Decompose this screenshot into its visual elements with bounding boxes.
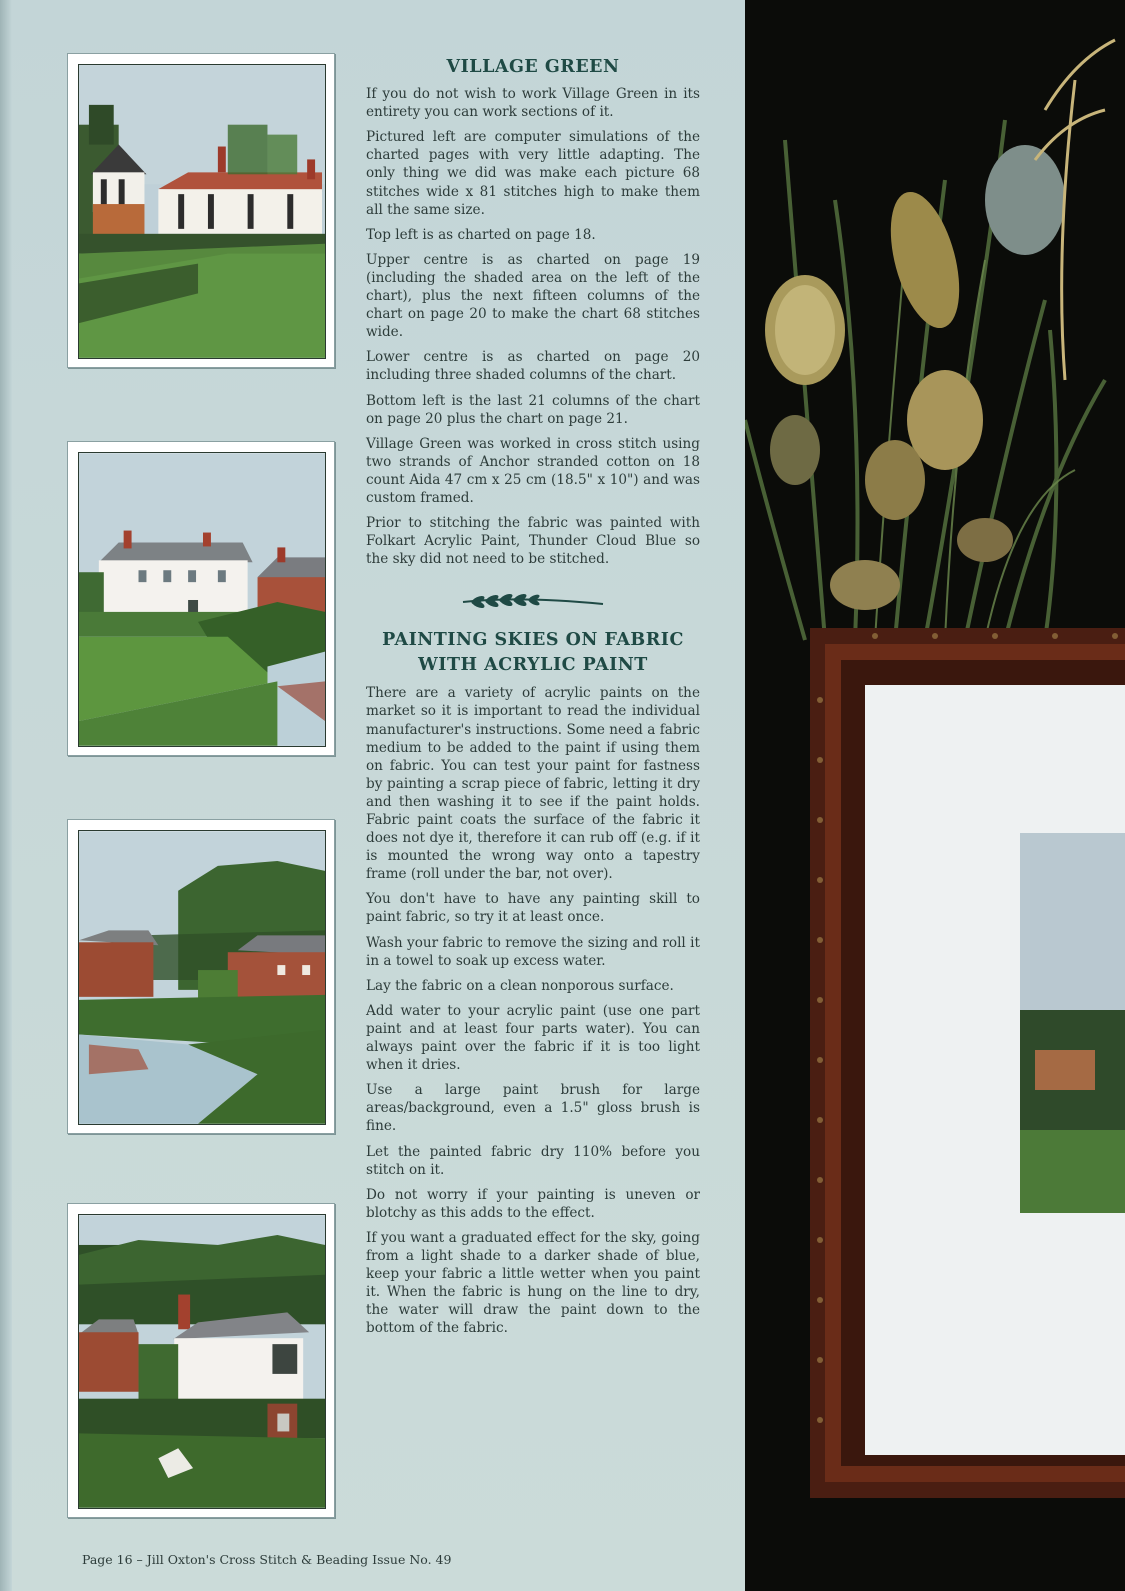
thumbnail-bottom-left [67, 1203, 335, 1518]
thumbnail-top-left [67, 53, 335, 368]
section-title-painting-skies [366, 628, 700, 678]
paragraph: Use a large paint brush for large areas/background, even a 1.5" gloss brush is fine. [366, 1082, 700, 1135]
article-text [366, 58, 700, 1344]
thumbnail-upper-centre [67, 441, 335, 756]
title-line-1: PAINTING SKIES ON FABRIC [382, 630, 684, 651]
paragraph: Wash your fabric to remove the sizing and roll it in a towel to soak up excess water. [366, 934, 700, 969]
paragraph: Top left is as charted on page 18. [366, 226, 596, 243]
thumbnail-image-lower-centre [78, 830, 326, 1125]
paragraph: Pictured left are computer simulations of the charted pages with very little adapting. The only thing we did was make each picture 68 stitches wide x 81 stitches high to make them all the same size. [366, 129, 700, 218]
paragraph: Village Green was worked in cross stitch using two strands of Anchor stranded cotton on 18 count Aida 47 cm x 25 cm (18.5" x 10") and was custom framed. [366, 435, 700, 506]
title-line-2: WITH ACRYLIC PAINT [418, 655, 648, 676]
paragraph: If you do not wish to work Village Green in its entirety you can work sections of it. [366, 86, 700, 121]
thumbnail-lower-centre [67, 819, 335, 1134]
paragraph: Prior to stitching the fabric was painted with Folkart Acrylic Paint, Thunder Cloud Blue so the sky did not need to be stitched. [366, 515, 700, 568]
framed-stitching-photo [745, 0, 1125, 1591]
thumbnail-image-bottom-left [78, 1214, 326, 1509]
paragraph: You don't have to have any painting skill to paint fabric, so try it at least once. [366, 891, 700, 926]
paragraph: Bottom left is the last 21 columns of the chart on page 20 plus the chart on page 21. [366, 392, 700, 427]
page-footer: Page 16 – Jill Oxton's Cross Stitch & Beading Issue No. 49 [82, 1552, 452, 1567]
paragraph: Do not worry if your painting is uneven or blotchy as this adds to the effect. [366, 1186, 700, 1221]
paragraph: Upper centre is as charted on page 19 (including the shaded area on the left of the chart), plus the next fifteen columns of the chart on page 20 to make the chart 68 stitches wide. [366, 251, 700, 341]
paragraph: Lay the fabric on a clean nonporous surface. [366, 977, 674, 994]
thumbnail-image-top-left [78, 64, 326, 359]
page-edge [0, 0, 12, 1591]
section-title-village-green: VILLAGE GREEN [446, 57, 620, 77]
photo-image [745, 0, 1125, 1591]
wheat-divider [366, 582, 700, 620]
wheat-icon [458, 588, 608, 614]
paragraph: If you want a graduated effect for the sky, going from a light shade to a darker shade of blue, keep your fabric a little wetter when you paint it. When the fabric is hung on the line to dry, the water will draw the paint down to the bottom of the fabric. [366, 1229, 700, 1337]
paragraph: Lower centre is as charted on page 20 including three shaded columns of the chart. [366, 349, 700, 384]
paragraph: There are a variety of acrylic paints on the market so it is important to read the individual manufacturer's instructions. Some need a fabric medium to be added to the paint if using them on fabric. You can test your paint for fastness by painting a scrap piece of fabric, letting it dry and then washing it to see if the paint holds. Fabric paint coats the surface of the fabric it does not dye it, therefore it can rub off (e.g. if it is mounted the wrong way onto a tapestry frame (roll under the bar, not over). [366, 685, 700, 883]
paragraph: Add water to your acrylic paint (use one part paint and at least four parts water). You can always paint over the fabric if it is too light when it dries. [366, 1002, 700, 1074]
paragraph: Let the painted fabric dry 110% before you stitch on it. [366, 1143, 700, 1178]
thumbnail-image-upper-centre [78, 452, 326, 747]
